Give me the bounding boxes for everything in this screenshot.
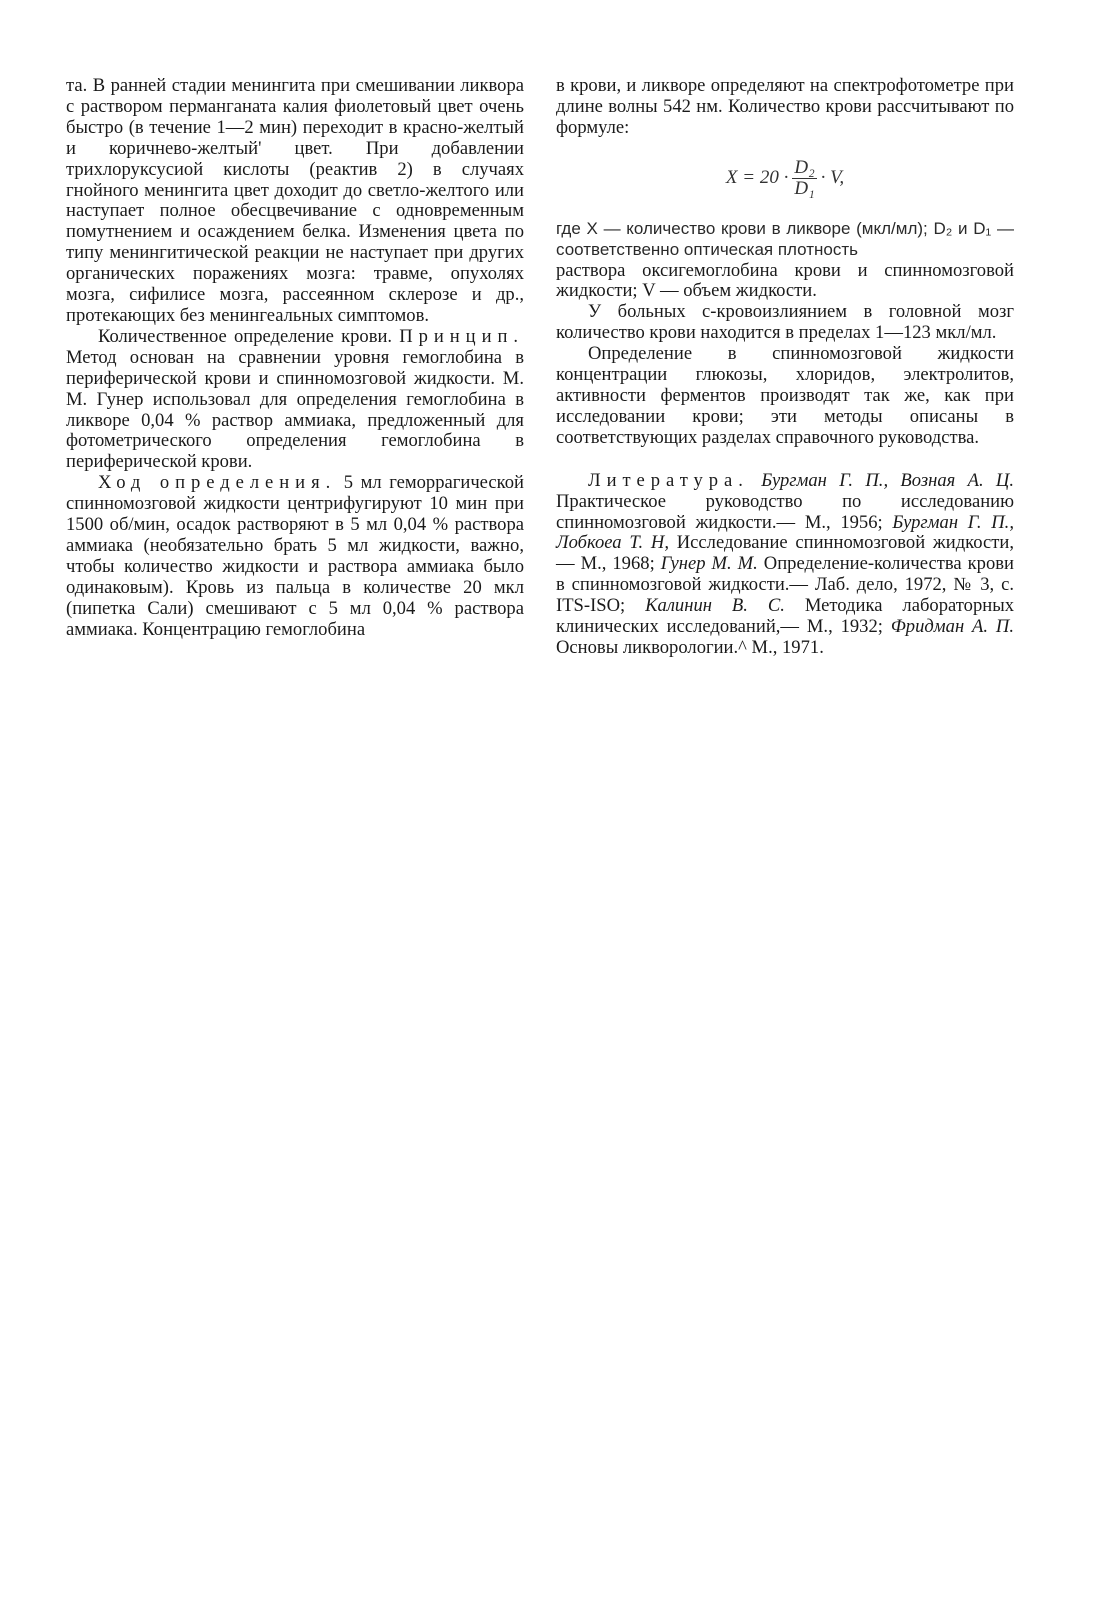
reference-title: Практическое руководство по исследованию спинномозговой жидкости.— М., 1956; [556,490,1014,533]
paragraph-spectrophotometer: в крови, и ликворе определяют на спектрофотометре при длине волны 542 нм. Количество крови рассчитывают по формуле: [556,75,1014,138]
paragraph-blood-quantification [66,327,524,473]
formula-legend-line: где X — количество крови в ликворе (мкл/мл); D₂ и D₁ — соответственно оптическая плотность [556,218,1014,259]
left-column [66,76,524,640]
reference-title: Определение-количества крови в спинномозговой жидкости.— Лаб. дело, 1972, № 3, с. ITS-ISO; [556,553,1014,617]
section-lead: Количественное определение крови. [98,325,393,347]
formula-legend-continued: раствора оксигемоглобина крови и спинномозговой жидкости; V — объем жидкости. [556,259,1014,302]
references-label: Литература. [588,469,749,491]
paragraph-hemorrhage: У больных с-кровоизлиянием в головной мозг количество крови находится в пределах 1—123 мкл/мл. [556,301,1014,344]
references [556,471,1014,659]
formula-numerator: D₂ [794,157,815,179]
paragraph-procedure [66,473,524,640]
formula-rhs: · V, [820,167,845,189]
formula-fraction [792,158,816,199]
reference-author: Фридман А. П. [890,616,1014,638]
reference-author: Бургман Г. П., Лобкоеа Т. Н, [556,511,1014,554]
formula [556,139,1014,219]
label-procedure: Ход определения. [98,472,337,494]
procedure-text: 5 мл геморрагической спинномозговой жидкости центрифугируют 10 мин при 1500 об/мин, осадок растворяют в 5 мл 0,04 % раствора аммиака (необязательно брать 5 мл жидкости, важно, чтобы количество жидкости и раствора аммиака было одинаковым). Кровь из пальца в количестве 20 мкл (пипетка Сали) смешивают с 5 мл 0,04 % раствора аммиака. Концентрацию гемоглобина [66,472,524,640]
paragraph-meningitis-reaction: та. В ранней стадии менингита при смешивании ликвора с раствором перманганата калия фиолетовый цвет очень быстро (в течение 1—2 мин) переходит в красно-желтый и коричнево-желтый' цвет. При добавлении трихлоруксусиой кислоты (реактив 2) в случаях гнойного менингита цвет доходит до светло-желтого или наступает полное обесцвечивание с одновременным помутнением и осаждением белка. Изменения цвета по типу менингитической реакции не наступает при других органических поражениях мозга: травме, опухолях мозга, сифилисе мозга, рассеянном склерозе и др., протекающих без менингеальных симптомов. [66,75,524,326]
reference-author: Калинин В. С. [645,595,785,617]
paragraph-other-methods: Определение в спинномозговой жидкости концентрации глюкозы, хлоридов, электролитов, активности ферментов производят так же, как при исследовании крови; эти методы описаны в соответствующих разделах справочного руководства. [556,343,1014,448]
reference-author: Бургман Г. П., Возная А. Ц. [761,469,1015,491]
label-principle: Принцип. [399,325,524,347]
formula-denominator: D₁ [794,178,815,200]
reference-title: Методика лабораторных клинических исследований,— М., 1932; [556,595,1014,638]
reference-title: Исследование спинномозговой жидкости,— М., 1968; [556,532,1014,575]
right-column [556,76,1014,659]
principle-text: Метод основан на сравнении уровня гемоглобина в периферической крови и спинномозговой жидкости. М. М. Гунер использовал для определения гемоглобина в ликворе 0,04 % раствор аммиака, предложенный для фотометрического определения гемоглобина в периферической крови. [66,346,524,473]
formula-lhs: X = 20 · [725,167,789,189]
reference-title: Основы ликворологии.^ М., 1971. [556,636,824,658]
reference-author: Гунер М. М. [660,553,758,575]
